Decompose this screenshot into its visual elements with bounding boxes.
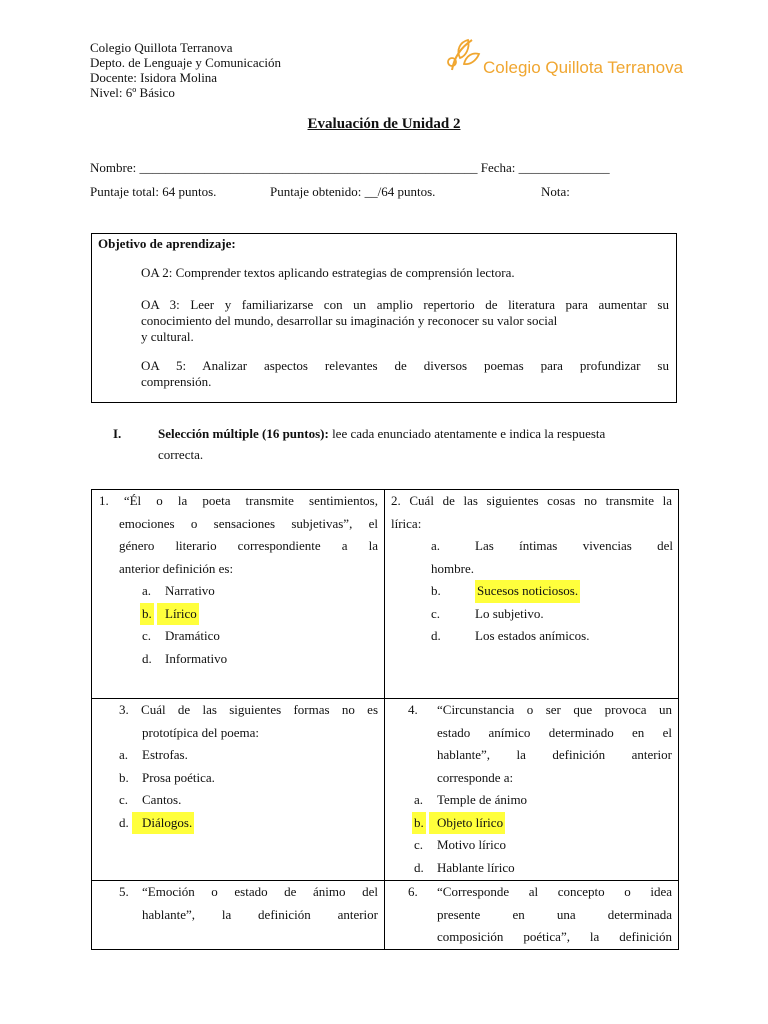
name-date-line — [90, 160, 610, 176]
leaf-logo-icon — [446, 36, 482, 74]
question-number: 6. — [408, 884, 418, 899]
name-label: Nombre: — [90, 160, 140, 175]
section-numeral: I. — [113, 426, 122, 441]
question-text: 3. Cuál de las siguientes formas no es — [119, 702, 378, 717]
objective-oa3-line3: y cultural. — [141, 329, 194, 344]
question-text: estado anímico determinado en el — [437, 724, 672, 740]
option-d[interactable] — [99, 648, 378, 671]
option-c[interactable] — [391, 834, 672, 857]
school-logo — [446, 36, 482, 78]
question-number: 4. — [408, 702, 418, 717]
option-text: Estrofas. — [142, 747, 188, 762]
option-text: Hablante lírico — [437, 859, 515, 875]
objective-oa2: OA 2: Comprender textos aplicando estrategias de comprensión lectora. — [141, 265, 515, 280]
option-text: Temple de ánimo — [437, 792, 528, 807]
objective-oa3-line1: OA 3: Leer y familiarizarse con un amplio repertorio de literatura para aumentar su — [141, 297, 669, 312]
level: Nivel: 6º Básico — [90, 85, 175, 100]
option-key: a. — [119, 747, 129, 762]
option-key: b. — [119, 769, 129, 785]
objectives-heading: Objetivo de aprendizaje: — [98, 236, 236, 251]
question-1 — [92, 490, 385, 699]
question-text: anterior definición es: — [119, 560, 234, 576]
option-text: Sucesos noticiosos. — [475, 580, 580, 603]
question-text: “Circunstancia o ser que provoca un — [437, 702, 672, 717]
question-text: composición poética”, la definición — [437, 929, 672, 944]
question-text: presente en una determinada — [437, 906, 672, 922]
option-c[interactable] — [99, 625, 378, 648]
option-d[interactable] — [391, 625, 672, 648]
option-key: b. — [140, 603, 154, 626]
option-key: a. — [431, 538, 441, 553]
date-label: Fecha: — [477, 160, 519, 175]
option-b-correct[interactable] — [99, 603, 378, 626]
table-row — [92, 881, 679, 950]
option-c[interactable] — [99, 789, 378, 812]
question-5 — [92, 881, 385, 950]
obtained-score: Puntaje obtenido: __/64 puntos. — [270, 184, 436, 199]
option-text: Informativo — [165, 650, 228, 666]
option-text: Objeto lírico — [429, 812, 505, 835]
option-d-correct[interactable] — [99, 812, 378, 835]
option-a-continued — [391, 558, 672, 581]
question-text: “Emoción o estado de ánimo del — [142, 884, 378, 899]
option-key: d. — [431, 628, 441, 643]
department: Depto. de Lenguaje y Comunicación — [90, 55, 281, 70]
question-text: lírica: — [391, 515, 422, 531]
option-key: c. — [414, 837, 424, 852]
grade-label: Nota: — [541, 184, 570, 199]
total-score: Puntaje total: 64 puntos. — [90, 184, 217, 199]
name-field[interactable]: ____________________________________________________ — [139, 160, 478, 175]
option-a[interactable] — [391, 789, 672, 812]
option-b-correct[interactable] — [391, 580, 672, 603]
question-number: 5. — [119, 884, 129, 899]
question-3 — [92, 699, 385, 881]
option-key: b. — [431, 583, 441, 598]
option-text: hombre. — [431, 560, 474, 576]
question-text: prototípica del poema: — [142, 724, 259, 740]
question-text: hablante”, la definición anterior — [142, 906, 378, 922]
option-key: c. — [431, 605, 441, 621]
section-instructions — [158, 426, 678, 442]
table-row — [92, 490, 679, 699]
option-key: d. — [119, 814, 129, 830]
question-text: hablante”, la definición anterior — [437, 747, 672, 762]
option-c[interactable] — [391, 603, 672, 626]
section-instruction-line2: correcta. — [158, 447, 204, 462]
question-4 — [385, 699, 679, 881]
option-key: a. — [414, 792, 424, 807]
question-text: emociones o sensaciones subjetivas”, el — [119, 515, 378, 531]
option-text: Cantos. — [142, 792, 182, 807]
question-text: “Corresponde al concepto o idea — [437, 884, 672, 899]
question-text: 1. “Él o la poeta transmite sentimientos, — [99, 493, 378, 508]
date-field[interactable]: ______________ — [518, 160, 610, 175]
table-row — [92, 699, 679, 881]
objective-oa3-line2: conocimiento del mundo, desarrollar su imaginación y reconocer su valor social — [141, 313, 558, 328]
objectives-box — [91, 233, 677, 403]
school-name: Colegio Quillota Terranova — [90, 40, 233, 55]
option-text: Narrativo — [165, 583, 215, 598]
option-key: d. — [414, 859, 424, 875]
option-a[interactable] — [99, 580, 378, 603]
objective-oa5-line1: OA 5: Analizar aspectos relevantes de diversos poemas para profundizar su — [141, 358, 669, 373]
option-text: Motivo lírico — [437, 837, 506, 852]
option-key: b. — [412, 812, 426, 835]
questions-table — [91, 489, 679, 950]
question-text: corresponde a: — [437, 769, 514, 785]
option-a[interactable] — [391, 535, 672, 558]
teacher: Docente: Isidora Molina — [90, 70, 218, 85]
option-text: Dramático — [165, 628, 220, 643]
section-instruction-line1: lee cada enunciado atentamente e indica la respuesta — [328, 426, 606, 441]
option-text: Lo subjetivo. — [475, 605, 544, 621]
logo-text: Colegio Quillota Terranova — [483, 58, 684, 77]
option-text: Diálogos. — [132, 812, 194, 835]
option-key: c. — [142, 628, 152, 643]
option-key: c. — [119, 792, 129, 807]
page-title: Evaluación de Unidad 2 — [307, 116, 461, 132]
option-text: Prosa poética. — [142, 769, 215, 785]
option-text: Las íntimas vivencias del — [475, 538, 673, 553]
option-text: Los estados anímicos. — [475, 628, 590, 643]
section-title: Selección múltiple (16 puntos): — [158, 426, 329, 441]
option-b[interactable] — [99, 767, 378, 790]
option-b-correct[interactable] — [391, 812, 672, 835]
option-text: Lírico — [157, 603, 199, 626]
question-6 — [385, 881, 679, 950]
objective-oa5-line2: comprensión. — [141, 374, 212, 389]
option-key: a. — [142, 583, 152, 598]
question-text: 2. Cuál de las siguientes cosas no transmite la — [391, 493, 672, 508]
option-key: d. — [142, 650, 152, 666]
option-a[interactable] — [99, 744, 378, 767]
option-d[interactable] — [391, 857, 672, 880]
question-2 — [385, 490, 679, 699]
question-text: género literario correspondiente a la — [119, 538, 378, 553]
